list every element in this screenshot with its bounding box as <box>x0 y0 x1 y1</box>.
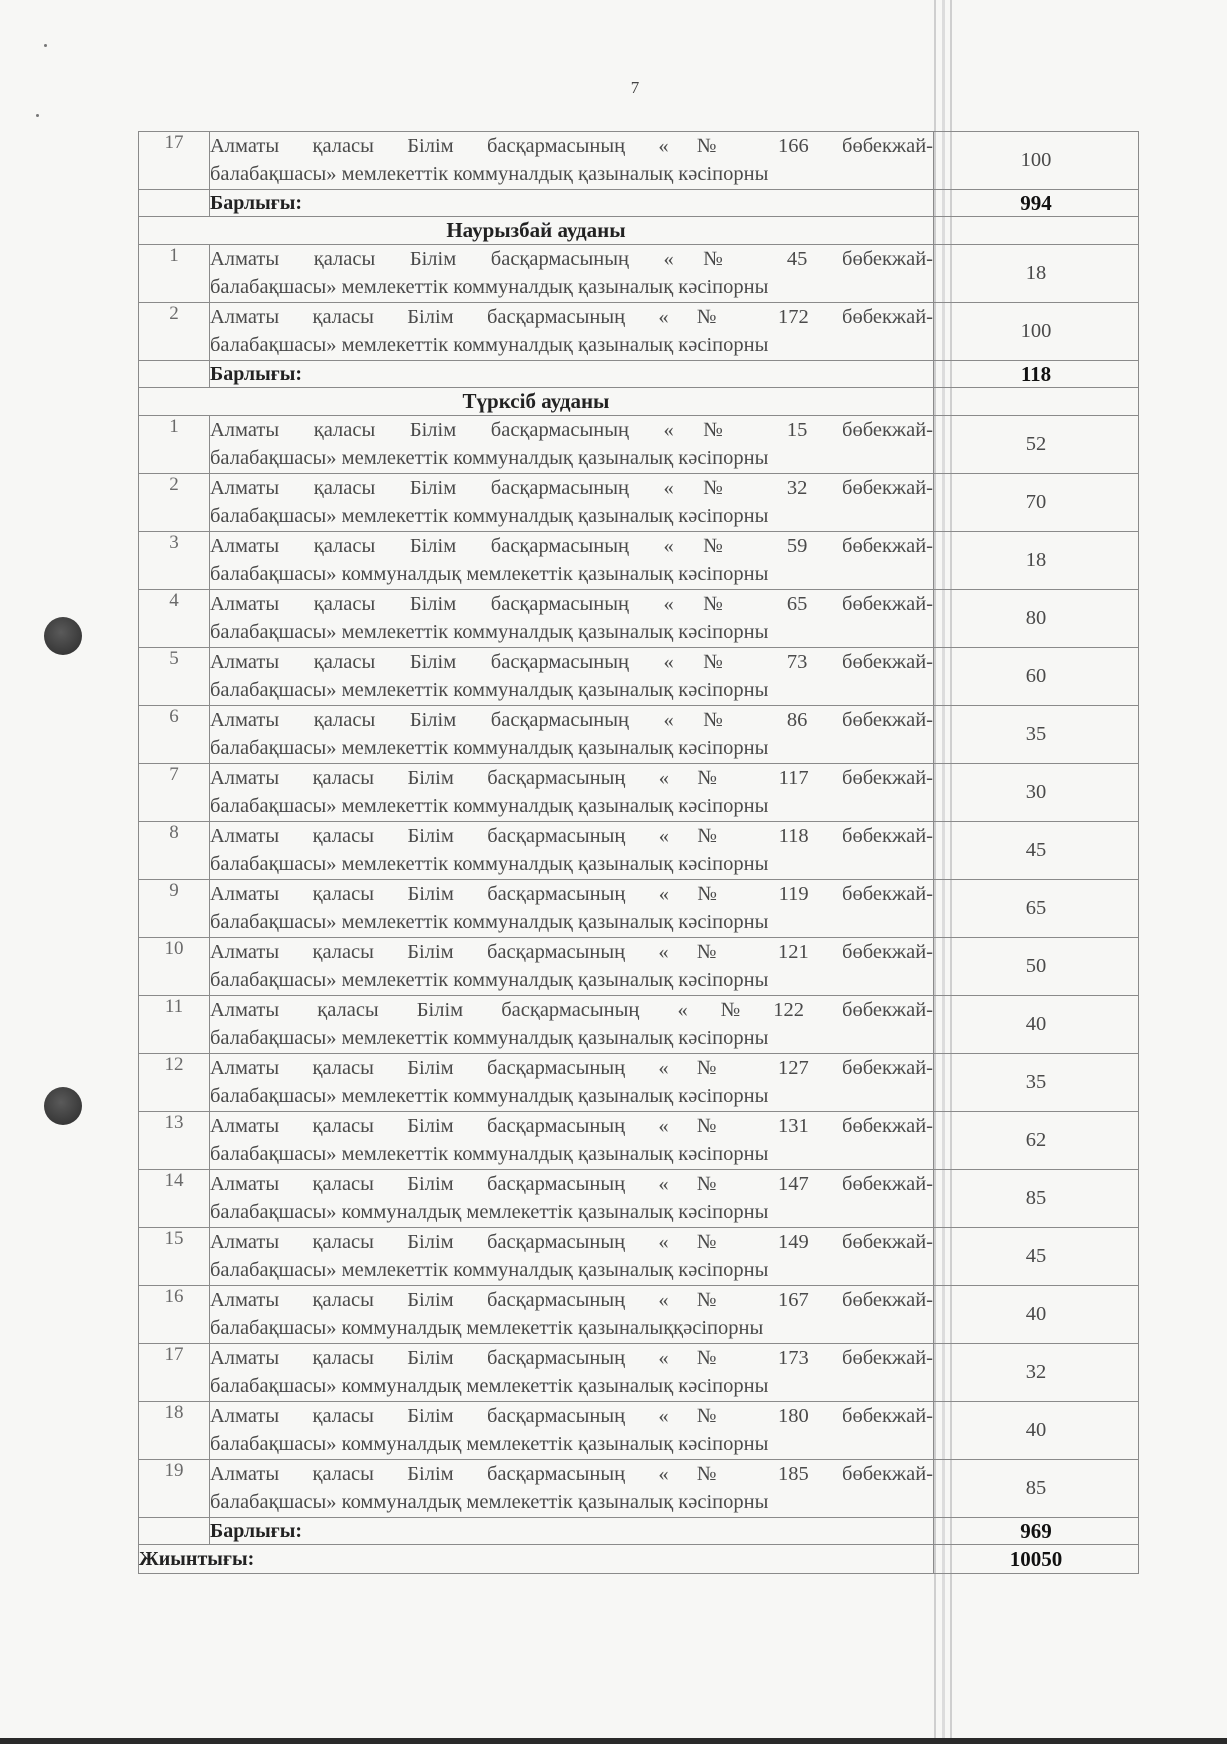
row-number: 4 <box>139 590 210 648</box>
row-number: 13 <box>139 1112 210 1170</box>
subtotal-row <box>139 190 1139 217</box>
table-row <box>139 706 1139 764</box>
institution-name-line2: балабақшасы» мемлекеттік коммуналдық қазыналық кәсіпорны <box>210 1259 769 1281</box>
institution-name-line2: балабақшасы» мемлекеттік коммуналдық қазыналық кәсіпорны <box>210 505 769 527</box>
subtotal-row <box>139 1518 1139 1545</box>
institution-name <box>210 938 934 996</box>
table-row <box>139 822 1139 880</box>
institution-name <box>210 1112 934 1170</box>
institution-name-line1: Алматы қаласы Білім басқармасының «№ 73 бөбекжай- <box>210 651 933 673</box>
institution-name-line1: Алматы қаласы Білім басқармасының «№ 167 бөбекжай- <box>210 1289 933 1311</box>
institution-name-line1: Алматы қаласы Білім басқармасының «№ 45 бөбекжай- <box>210 248 933 270</box>
row-number: 8 <box>139 822 210 880</box>
row-number: 15 <box>139 1228 210 1286</box>
institution-name-line1: Алматы қаласы Білім басқармасының «№ 166 бөбекжай- <box>210 135 933 157</box>
institution-name-line2: балабақшасы» мемлекеттік коммуналдық қазыналық кәсіпорны <box>210 1027 769 1049</box>
institution-name <box>210 590 934 648</box>
table-row <box>139 416 1139 474</box>
institution-name <box>210 532 934 590</box>
district-title: Түрксіб ауданы <box>139 388 934 416</box>
subtotal-value: 969 <box>934 1518 1139 1545</box>
institution-name-line1: Алматы қаласы Білім басқармасының «№ 119 бөбекжай- <box>210 883 933 905</box>
row-number: 2 <box>139 474 210 532</box>
table-row <box>139 474 1139 532</box>
institution-name <box>210 648 934 706</box>
kindergarten-table <box>138 131 1139 1574</box>
district-title: Наурызбай ауданы <box>139 217 934 245</box>
table-row <box>139 245 1139 303</box>
row-number: 14 <box>139 1170 210 1228</box>
punch-hole <box>44 1087 82 1125</box>
institution-name <box>210 303 934 361</box>
institution-name <box>210 1460 934 1518</box>
institution-name <box>210 706 934 764</box>
row-number-empty <box>139 190 210 217</box>
scan-bottom-edge <box>0 1738 1227 1744</box>
row-count: 52 <box>934 416 1139 474</box>
institution-name-line1: Алматы қаласы Білім басқармасының «№ 32 бөбекжай- <box>210 477 933 499</box>
institution-name <box>210 764 934 822</box>
institution-name-line1: Алматы қаласы Білім басқармасының «№122 бөбекжай- <box>210 999 933 1021</box>
institution-name-line1: Алматы қаласы Білім басқармасының «№ 59 бөбекжай- <box>210 535 933 557</box>
institution-name-line2: балабақшасы» мемлекеттік коммуналдық қазыналық кәсіпорны <box>210 276 769 298</box>
institution-name-line2: балабақшасы» мемлекеттік коммуналдық қазыналық кәсіпорны <box>210 621 769 643</box>
row-count: 45 <box>934 1228 1139 1286</box>
subtotal-label: Барлығы: <box>210 361 934 388</box>
row-number: 6 <box>139 706 210 764</box>
institution-name-line1: Алматы қаласы Білім басқармасының «№ 172 бөбекжай- <box>210 306 933 328</box>
row-number-empty <box>139 1518 210 1545</box>
table-row <box>139 303 1139 361</box>
institution-name-line1: Алматы қаласы Білім басқармасының «№ 86 бөбекжай- <box>210 709 933 731</box>
institution-name-line2: балабақшасы» коммуналдық мемлекеттік қазыналыққәсіпорны <box>210 1317 764 1339</box>
scan-speck <box>36 114 39 117</box>
table-row <box>139 1170 1139 1228</box>
row-number: 1 <box>139 245 210 303</box>
table-row <box>139 648 1139 706</box>
subtotal-label: Барлығы: <box>210 1518 934 1545</box>
row-number: 5 <box>139 648 210 706</box>
page-number: 7 <box>630 78 640 97</box>
subtotal-label: Барлығы: <box>210 190 934 217</box>
institution-name-line2: балабақшасы» мемлекеттік коммуналдық қазыналық кәсіпорны <box>210 679 769 701</box>
institution-name-line2: балабақшасы» коммуналдық мемлекеттік қазыналық кәсіпорны <box>210 1201 769 1223</box>
row-number: 12 <box>139 1054 210 1112</box>
institution-name-line1: Алматы қаласы Білім басқармасының «№ 127 бөбекжай- <box>210 1057 933 1079</box>
table-row <box>139 1460 1139 1518</box>
district-count-empty <box>934 388 1139 416</box>
row-count: 80 <box>934 590 1139 648</box>
institution-name-line1: Алматы қаласы Білім басқармасының «№ 65 бөбекжай- <box>210 593 933 615</box>
institution-name-line2: балабақшасы» коммуналдық мемлекеттік қазыналық кәсіпорны <box>210 1491 769 1513</box>
row-count: 50 <box>934 938 1139 996</box>
institution-name-line1: Алматы қаласы Білім басқармасының «№ 131 бөбекжай- <box>210 1115 933 1137</box>
row-count: 35 <box>934 1054 1139 1112</box>
institution-name-line2: балабақшасы» мемлекеттік коммуналдық қазыналық кәсіпорны <box>210 969 769 991</box>
institution-name-line1: Алматы қаласы Білім басқармасының «№ 173 бөбекжай- <box>210 1347 933 1369</box>
table-row <box>139 1344 1139 1402</box>
row-number: 9 <box>139 880 210 938</box>
institution-name-line1: Алматы қаласы Білім басқармасының «№ 118 бөбекжай- <box>210 825 933 847</box>
row-number: 19 <box>139 1460 210 1518</box>
institution-name-line2: балабақшасы» мемлекеттік коммуналдық қазыналық кәсіпорны <box>210 334 769 356</box>
row-number: 16 <box>139 1286 210 1344</box>
table-row <box>139 1402 1139 1460</box>
institution-name-line1: Алматы қаласы Білім басқармасының «№ 180 бөбекжай- <box>210 1405 933 1427</box>
institution-name-line2: балабақшасы» мемлекеттік коммуналдық қазыналық кәсіпорны <box>210 447 769 469</box>
institution-name-line2: балабақшасы» мемлекеттік коммуналдық қазыналық кәсіпорны <box>210 911 769 933</box>
institution-name <box>210 1344 934 1402</box>
row-count: 35 <box>934 706 1139 764</box>
table-row <box>139 1286 1139 1344</box>
institution-name <box>210 1228 934 1286</box>
row-count: 30 <box>934 764 1139 822</box>
row-number: 17 <box>139 132 210 190</box>
row-number: 3 <box>139 532 210 590</box>
punch-hole <box>44 617 82 655</box>
row-count: 100 <box>934 132 1139 190</box>
row-count: 85 <box>934 1460 1139 1518</box>
institution-name <box>210 132 934 190</box>
row-number: 11 <box>139 996 210 1054</box>
institution-name-line2: балабақшасы» коммуналдық мемлекеттік қазыналық кәсіпорны <box>210 563 769 585</box>
institution-name <box>210 880 934 938</box>
row-count: 70 <box>934 474 1139 532</box>
institution-name <box>210 416 934 474</box>
row-count: 60 <box>934 648 1139 706</box>
district-header-row <box>139 217 1139 245</box>
institution-name <box>210 1054 934 1112</box>
row-count: 32 <box>934 1344 1139 1402</box>
grand-total-value: 10050 <box>934 1545 1139 1574</box>
row-number: 1 <box>139 416 210 474</box>
institution-name-line1: Алматы қаласы Білім басқармасының «№ 185 бөбекжай- <box>210 1463 933 1485</box>
institution-name-line2: балабақшасы» мемлекеттік коммуналдық қазыналық кәсіпорны <box>210 795 769 817</box>
row-number: 2 <box>139 303 210 361</box>
row-count: 40 <box>934 1286 1139 1344</box>
institution-name-line1: Алматы қаласы Білім басқармасының «№ 147 бөбекжай- <box>210 1173 933 1195</box>
scan-speck <box>44 44 47 47</box>
institution-name-line1: Алматы қаласы Білім басқармасының «№ 15 бөбекжай- <box>210 419 933 441</box>
grand-total-row <box>139 1545 1139 1574</box>
institution-name-line1: Алматы қаласы Білім басқармасының «№ 121 бөбекжай- <box>210 941 933 963</box>
table-row <box>139 938 1139 996</box>
institution-name <box>210 1170 934 1228</box>
institution-name-line2: балабақшасы» мемлекеттік коммуналдық қазыналық кәсіпорны <box>210 1085 769 1107</box>
institution-name-line1: Алматы қаласы Білім басқармасының «№ 117 бөбекжай- <box>210 767 933 789</box>
institution-name <box>210 1402 934 1460</box>
district-count-empty <box>934 217 1139 245</box>
subtotal-row <box>139 361 1139 388</box>
subtotal-value: 994 <box>934 190 1139 217</box>
row-number: 17 <box>139 1344 210 1402</box>
row-number: 18 <box>139 1402 210 1460</box>
institution-name <box>210 822 934 880</box>
institution-name-line2: балабақшасы» мемлекеттік коммуналдық қазыналық кәсіпорны <box>210 1143 769 1165</box>
district-header-row <box>139 388 1139 416</box>
table-row <box>139 880 1139 938</box>
table-row <box>139 132 1139 190</box>
institution-name-line2: балабақшасы» мемлекеттік коммуналдық қазыналық кәсіпорны <box>210 853 769 875</box>
row-number: 10 <box>139 938 210 996</box>
table-row <box>139 590 1139 648</box>
institution-name <box>210 474 934 532</box>
table-row <box>139 764 1139 822</box>
row-count: 18 <box>934 245 1139 303</box>
table-row <box>139 1054 1139 1112</box>
institution-name <box>210 996 934 1054</box>
row-count: 45 <box>934 822 1139 880</box>
table-row <box>139 996 1139 1054</box>
row-count: 40 <box>934 1402 1139 1460</box>
row-count: 85 <box>934 1170 1139 1228</box>
row-number-empty <box>139 361 210 388</box>
institution-name-line2: балабақшасы» коммуналдық мемлекеттік қазыналық кәсіпорны <box>210 1433 769 1455</box>
row-number: 7 <box>139 764 210 822</box>
institution-name <box>210 1286 934 1344</box>
row-count: 65 <box>934 880 1139 938</box>
table-row <box>139 1228 1139 1286</box>
institution-name <box>210 245 934 303</box>
row-count: 62 <box>934 1112 1139 1170</box>
row-count: 18 <box>934 532 1139 590</box>
institution-name-line2: балабақшасы» мемлекеттік коммуналдық қазыналық кәсіпорны <box>210 737 769 759</box>
table-row <box>139 532 1139 590</box>
institution-name-line1: Алматы қаласы Білім басқармасының «№ 149 бөбекжай- <box>210 1231 933 1253</box>
row-count: 40 <box>934 996 1139 1054</box>
subtotal-value: 118 <box>934 361 1139 388</box>
table-row <box>139 1112 1139 1170</box>
institution-name-line2: балабақшасы» коммуналдық мемлекеттік қазыналық кәсіпорны <box>210 1375 769 1397</box>
institution-name-line2: балабақшасы» мемлекеттік коммуналдық қазыналық кәсіпорны <box>210 163 769 185</box>
grand-total-label: Жиынтығы: <box>139 1545 934 1574</box>
row-count: 100 <box>934 303 1139 361</box>
